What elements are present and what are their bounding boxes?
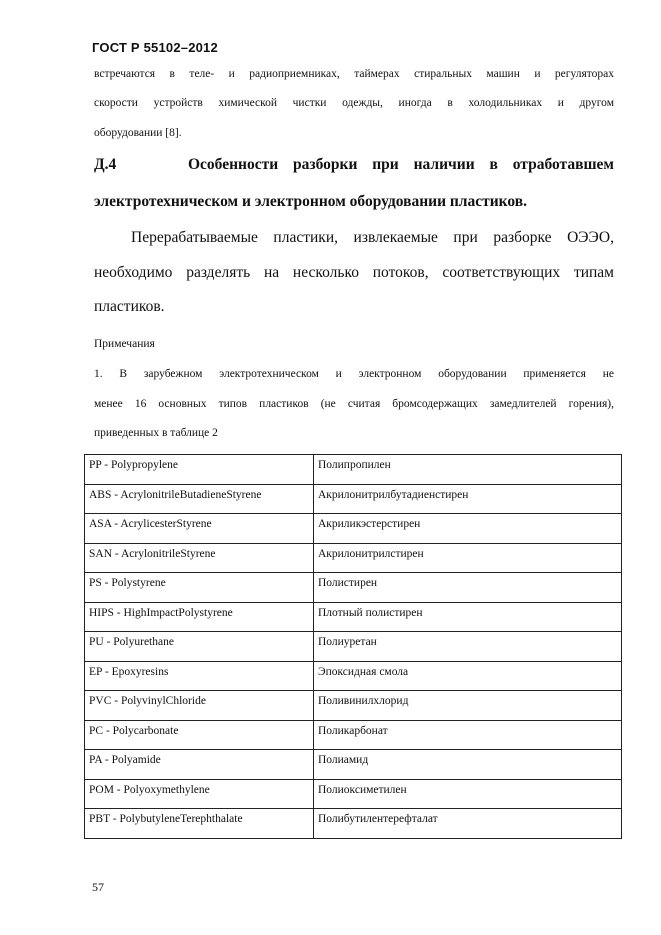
plastic-russian-name-cell: Полибутилентерефталат xyxy=(314,809,622,839)
plastic-abbreviation-cell: ABS - AcrylonitrileButadieneStyrene xyxy=(85,484,314,514)
plastic-abbreviation-cell: PP - Polypropylene xyxy=(85,455,314,485)
section-title-line-1: Особенности разборки при наличии в отработавшем xyxy=(188,156,614,173)
plastic-abbreviation-cell: ASA - AcrylicesterStyrene xyxy=(85,514,314,544)
table-row xyxy=(85,484,622,514)
section-title-line-2: электротехническом и электронном оборудовании пластиков. xyxy=(94,193,528,210)
section-number: Д.4 xyxy=(94,156,117,173)
plastic-abbreviation-cell: PS - Polystyrene xyxy=(85,573,314,603)
plastic-abbreviation-cell: HIPS - HighImpactPolystyrene xyxy=(85,602,314,632)
plastic-russian-name-cell: Полипропилен xyxy=(314,455,622,485)
plastic-russian-name-cell: Полиоксиметилен xyxy=(314,779,622,809)
table-row xyxy=(85,543,622,573)
table-row xyxy=(85,779,622,809)
plastic-russian-name-cell: Полистирен xyxy=(314,573,622,603)
plastic-abbreviation-cell: PBT - PolybutyleneTerephthalate xyxy=(85,809,314,839)
table-row xyxy=(85,602,622,632)
intro-line-2: скорости устройств химической чистки одежды, иногда в холодильниках и другом xyxy=(94,97,614,109)
plastic-abbreviation-cell: POM - Polyoxymethylene xyxy=(85,779,314,809)
body-line-2: необходимо разделять на несколько потоков, соответствующих типам xyxy=(94,264,614,281)
plastic-russian-name-cell: Акриликэстерстирен xyxy=(314,514,622,544)
document-header: ГОСТ Р 55102–2012 xyxy=(92,40,218,55)
plastic-russian-name-cell: Поликарбонат xyxy=(314,720,622,750)
plastic-abbreviation-cell: PA - Polyamide xyxy=(85,750,314,780)
intro-line-3: оборудовании [8]. xyxy=(94,127,182,139)
plastic-russian-name-cell: Акрилонитрилбутадиенстирен xyxy=(314,484,622,514)
table-row xyxy=(85,750,622,780)
plastic-russian-name-cell: Акрилонитрилстирен xyxy=(314,543,622,573)
note-1-line-1: 1. В зарубежном электротехническом и электронном оборудовании применяется не xyxy=(94,368,614,380)
plastic-russian-name-cell: Поливинилхлорид xyxy=(314,691,622,721)
plastic-russian-name-cell: Полиамид xyxy=(314,750,622,780)
plastic-abbreviation-cell: PU - Polyurethane xyxy=(85,632,314,662)
intro-line-1: встречаются в теле- и радиоприемниках, таймерах стиральных машин и регуляторах xyxy=(94,68,614,80)
page-number: 57 xyxy=(92,880,104,894)
table-row xyxy=(85,455,622,485)
plastics-table xyxy=(84,454,622,839)
body-line-1: Перерабатываемые пластики, извлекаемые при разборке ОЭЭО, xyxy=(131,229,614,246)
plastic-abbreviation-cell: SAN - AcrylonitrileStyrene xyxy=(85,543,314,573)
table-row xyxy=(85,661,622,691)
plastic-abbreviation-cell: EP - Epoxyresins xyxy=(85,661,314,691)
plastic-russian-name-cell: Эпоксидная смола xyxy=(314,661,622,691)
notes-heading: Примечания xyxy=(94,338,155,350)
body-line-3: пластиков. xyxy=(94,298,165,315)
table-row xyxy=(85,514,622,544)
plastic-russian-name-cell: Полиуретан xyxy=(314,632,622,662)
plastic-russian-name-cell: Плотный полистирен xyxy=(314,602,622,632)
plastic-abbreviation-cell: PC - Polycarbonate xyxy=(85,720,314,750)
table-row xyxy=(85,691,622,721)
table-row xyxy=(85,809,622,839)
note-1-line-3: приведенных в таблице 2 xyxy=(94,427,218,439)
table-row xyxy=(85,573,622,603)
table-row xyxy=(85,632,622,662)
plastic-abbreviation-cell: PVC - PolyvinylChloride xyxy=(85,691,314,721)
section-heading xyxy=(94,156,614,174)
table-row xyxy=(85,720,622,750)
note-1-line-2: менее 16 основных типов пластиков (не считая бромсодержащих замедлителей горения), xyxy=(94,398,614,410)
